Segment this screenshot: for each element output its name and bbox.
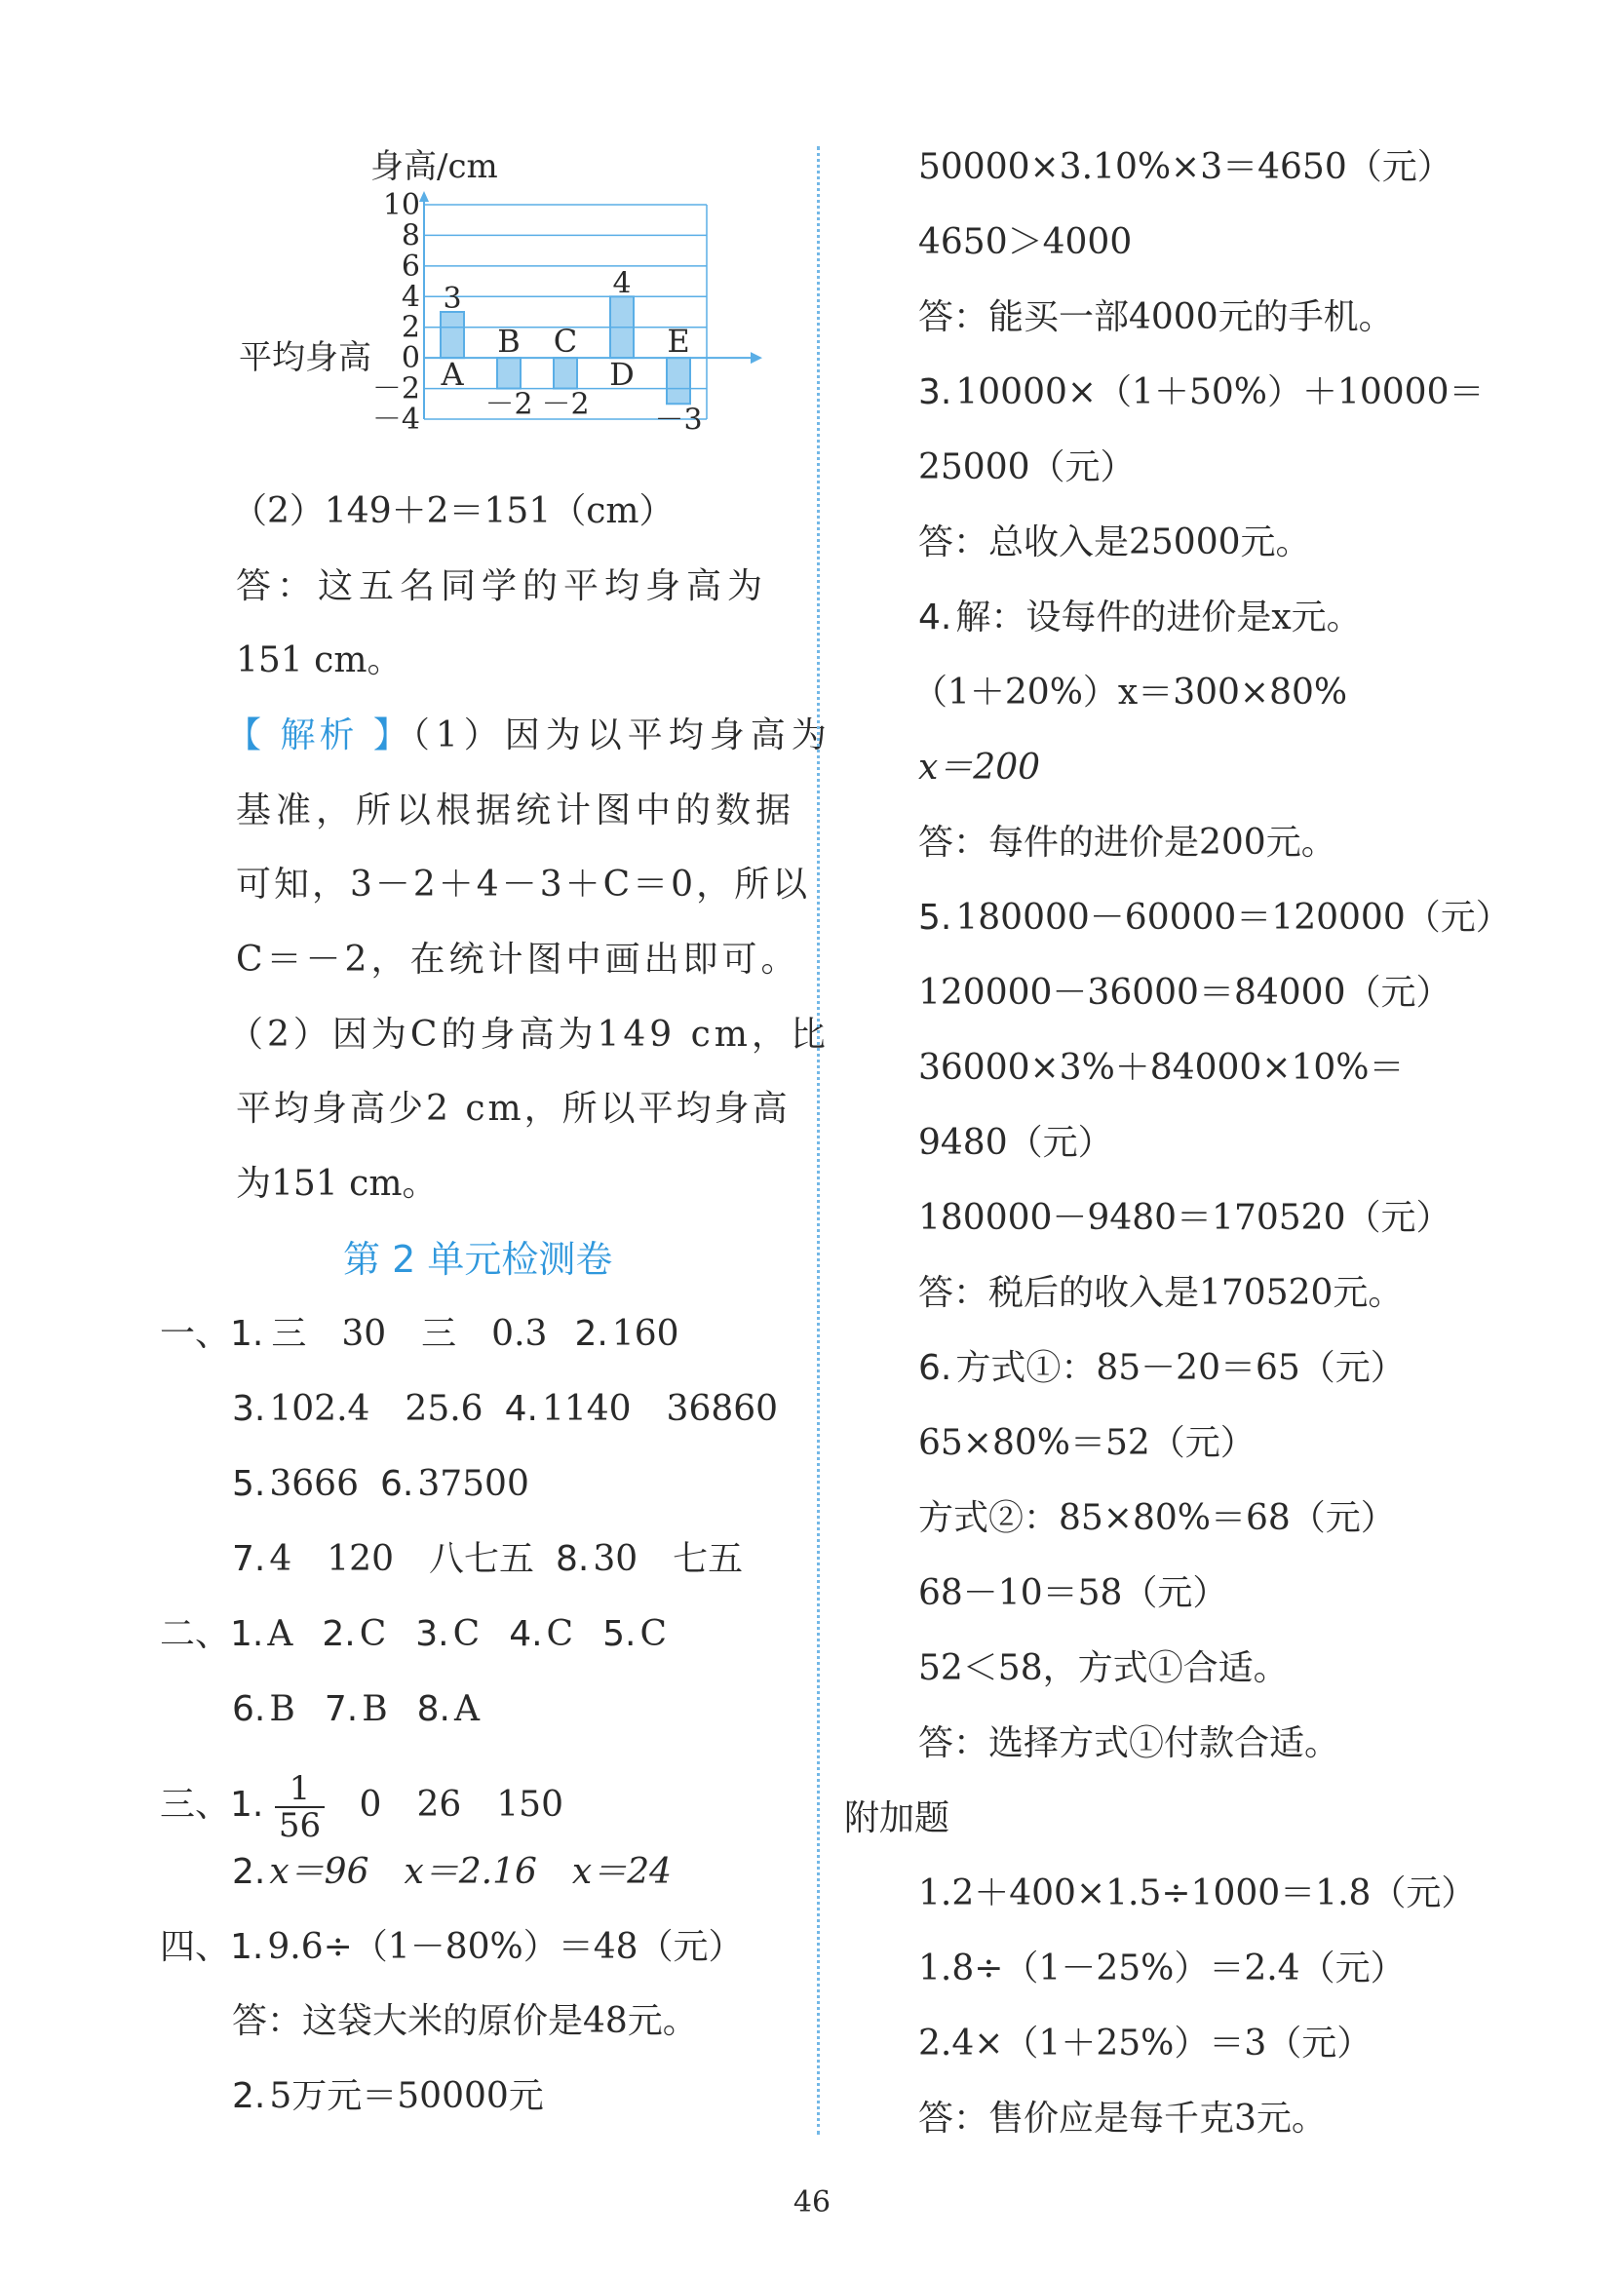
chart-ytick-label: 4	[401, 280, 420, 315]
answer-line: 2.4×（1＋25%）＝3（元）	[918, 2024, 1373, 2064]
question-number: 3.	[415, 1614, 449, 1654]
chart-bar	[610, 296, 634, 358]
chart-category-label: E	[667, 323, 690, 361]
analysis-line: 为151 cm。	[236, 1164, 438, 1204]
analysis-line: 可知，3－2＋4－3＋C＝0，所以	[236, 865, 811, 905]
analysis-line: 平均身高少2 cm，所以平均身高	[236, 1089, 791, 1129]
answer-text: 答：这袋大米的原价是48元。	[232, 2001, 698, 2041]
analysis-line: 基准，所以根据统计图中的数据	[236, 791, 796, 830]
answer-line: 10000×（1＋50%）＋10000＝	[955, 372, 1485, 412]
answer-line: 答：每件的进价是200元。	[918, 823, 1336, 863]
question-number: 2.	[322, 1614, 356, 1654]
column-divider	[817, 146, 820, 2135]
answer-text: 4 120 八七五	[269, 1539, 534, 1579]
question-number: 6.	[918, 1348, 952, 1388]
question-number: 6.	[232, 1689, 266, 1729]
answer-line: 方式①：85－20＝65（元）	[955, 1348, 1406, 1388]
question-number: 5.	[232, 1464, 266, 1504]
answer-text: C	[639, 1614, 667, 1654]
answer-text: 5万元＝50000元	[269, 2076, 544, 2116]
answer-text: C	[546, 1614, 574, 1654]
answer-text: 160	[611, 1314, 679, 1354]
question-number: 3.	[232, 1389, 266, 1429]
extra-section-title: 附加题	[844, 1798, 950, 1838]
answer-text: 102.4 25.6	[269, 1389, 483, 1429]
answer-text: 三 30 三 0.3	[271, 1314, 548, 1354]
answer-line: 4650＞4000	[918, 222, 1133, 262]
answer-text: B	[362, 1689, 388, 1729]
answer-line: （1＋20%）x＝300×80%	[912, 673, 1348, 713]
answer-line: 1.8÷（1－25%）＝2.4（元）	[918, 1948, 1406, 1988]
answer-line: x＝200	[918, 748, 1041, 788]
answer-line: 50000×3.10%×3＝4650（元）	[918, 147, 1452, 187]
question-number: 1.	[230, 1614, 264, 1654]
question-number: 2.	[232, 2076, 266, 2116]
analysis-line: C＝－2，在统计图中画出即可。	[236, 940, 800, 980]
answer-text: 1140 36860	[541, 1389, 779, 1429]
part-label: 二、	[160, 1614, 231, 1654]
page-number: 46	[793, 2185, 831, 2219]
answer-line: 52＜58，方式①合适。	[918, 1648, 1289, 1688]
height-bar-chart	[224, 136, 770, 458]
analysis-tag: 【 解析 】	[226, 715, 412, 755]
question-number: 7.	[232, 1539, 266, 1579]
question-number: 6.	[379, 1464, 414, 1504]
question-number: 5.	[918, 898, 952, 938]
fraction-numerator: 1	[275, 1771, 325, 1808]
part-label: 一、	[160, 1314, 231, 1354]
chart-ylabel: 身高/cm	[370, 147, 498, 186]
answer-line: 答：这五名同学的平均身高为	[236, 566, 769, 606]
answer-line: 68－10＝58（元）	[918, 1573, 1228, 1613]
analysis-line: （1）因为以平均身高为	[411, 715, 832, 755]
question-number: 3.	[918, 372, 952, 412]
answer-text: A	[454, 1689, 481, 1729]
chart-ytick-label: 10	[382, 188, 420, 222]
answer-text: 0 26 150	[359, 1785, 563, 1825]
question-number: 2.	[232, 1852, 266, 1892]
question-number: 8.	[555, 1539, 590, 1579]
answer-text: x＝96 x＝2.16 x＝24	[269, 1852, 673, 1892]
chart-bar	[441, 312, 464, 358]
chart-yticks	[372, 188, 420, 437]
chart-value-label: －3	[654, 403, 703, 438]
chart-ytick-label: 8	[401, 218, 420, 253]
answer-line: 方式②：85×80%＝68（元）	[918, 1498, 1396, 1538]
chart-axis-arrow	[751, 352, 762, 364]
chart-bar	[554, 358, 577, 388]
chart-baseline-label: 平均身高	[239, 338, 371, 377]
answer-text: 37500	[417, 1464, 529, 1504]
question-number: 4.	[918, 598, 952, 637]
chart-category-label: C	[553, 323, 578, 361]
part-label: 三、	[160, 1785, 231, 1825]
section-title: 第 2 单元检测卷	[343, 1238, 613, 1281]
answer-line: 答：选择方式①付款合适。	[918, 1723, 1340, 1763]
answer-line: 答：总收入是25000元。	[918, 522, 1311, 562]
question-number: 7.	[324, 1689, 359, 1729]
chart-value-label: 4	[612, 266, 632, 301]
answer-line: 180000－60000＝120000（元）	[955, 898, 1511, 938]
chart-value-label: 3	[443, 282, 462, 316]
chart-category-label: A	[441, 356, 464, 394]
answer-text: C	[452, 1614, 481, 1654]
chart-ytick-label: 2	[401, 310, 420, 345]
chart-ytick-label: －4	[371, 403, 420, 437]
answer-text: 3666	[269, 1464, 359, 1504]
chart-ytick-label: 6	[401, 249, 420, 284]
question-number: 1.	[230, 1927, 264, 1967]
answer-line: 答：售价应是每千克3元。	[918, 2099, 1327, 2139]
answer-line: 65×80%＝52（元）	[918, 1423, 1256, 1463]
answer-text: B	[269, 1689, 295, 1729]
answer-line: 1.2＋400×1.5÷1000＝1.8（元）	[918, 1873, 1477, 1913]
chart-ytick-label: －2	[371, 371, 420, 406]
chart-bar	[497, 358, 521, 388]
analysis-line: （2）因为C的身高为149 cm，比	[228, 1015, 830, 1055]
question-number: 1.	[230, 1314, 264, 1354]
question-number: 5.	[602, 1614, 637, 1654]
part-label: 四、	[160, 1927, 231, 1967]
answer-text: A	[267, 1614, 293, 1654]
answer-text: 30 七五	[593, 1539, 744, 1579]
answer-line: （2）149＋2＝151（cm）	[232, 491, 675, 531]
answer-line: 120000－36000＝84000（元）	[918, 973, 1451, 1013]
answer-line: 151 cm。	[236, 640, 403, 680]
chart-y-axis-arrow	[419, 191, 429, 202]
fraction-answer	[275, 1771, 325, 1843]
fraction-denominator: 56	[278, 1806, 322, 1845]
answer-line: 36000×3%＋84000×10%＝	[918, 1048, 1405, 1088]
chart-ytick-label: 0	[401, 341, 420, 376]
answer-line: 25000（元）	[918, 447, 1136, 487]
question-number: 4.	[509, 1614, 543, 1654]
answer-line: 9480（元）	[918, 1123, 1113, 1163]
chart-value-label: －2	[541, 387, 590, 422]
answer-line: 180000－9480＝170520（元）	[918, 1198, 1451, 1238]
chart-bar	[667, 358, 690, 404]
chart-category-label: D	[609, 356, 635, 394]
question-number: 2.	[574, 1314, 608, 1354]
question-number: 4.	[504, 1389, 538, 1429]
answer-line: 答：税后的收入是170520元。	[918, 1273, 1404, 1313]
chart-value-label: －2	[484, 387, 533, 422]
answer-line: 答：能买一部4000元的手机。	[918, 297, 1394, 337]
question-number: 1.	[230, 1785, 264, 1825]
chart-category-label: B	[497, 323, 521, 361]
chart-grid	[419, 191, 762, 419]
question-number: 8.	[416, 1689, 451, 1729]
answer-text: 9.6÷（1－80%）＝48（元）	[267, 1927, 744, 1967]
answer-text: C	[359, 1614, 387, 1654]
answer-line: 解：设每件的进价是x元。	[955, 598, 1362, 637]
